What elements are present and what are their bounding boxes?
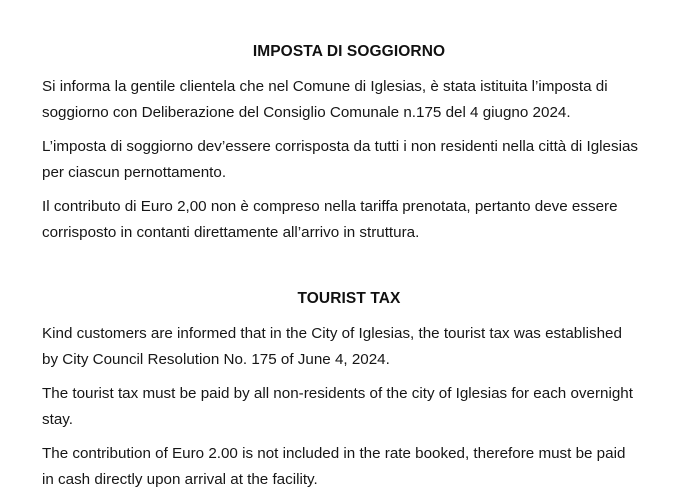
section-heading-tourist-tax: TOURIST TAX: [297, 290, 401, 307]
english-paragraph-3: The contribution of Euro 2.00 is not included in the rate booked, therefore must be paid in cash directly upon arrival at the facility.: [42, 445, 626, 488]
notice-section-english: [42, 289, 656, 492]
section-divider-spacer: [42, 245, 656, 289]
english-paragraph-1: Kind customers are informed that in the City of Iglesias, the tourist tax was established by City Council Resolution No. 175 of June 4, 2024.: [42, 325, 622, 368]
italian-paragraph-1: Si informa la gentile clientela che nel Comune di Iglesias, è stata istituita l’imposta di soggiorno con Deliberazione del Consiglio Comunale n.175 del 4 giugno 2024.: [42, 78, 608, 121]
notice-section-italian: [42, 42, 656, 245]
section-heading-imposta-di-soggiorno: IMPOSTA DI SOGGIORNO: [252, 43, 446, 60]
english-paragraph-2: The tourist tax must be paid by all non-residents of the city of Iglesias for each overnight stay.: [42, 385, 633, 428]
italian-paragraph-3: Il contributo di Euro 2,00 non è compreso nella tariffa prenotata, pertanto deve essere corrisposto in contanti direttamente all’arrivo in struttura.: [42, 198, 618, 241]
italian-paragraph-2: L’imposta di soggiorno dev’essere corrisposta da tutti i non residenti nella città di Iglesias per ciascun pernottamento.: [42, 138, 639, 181]
